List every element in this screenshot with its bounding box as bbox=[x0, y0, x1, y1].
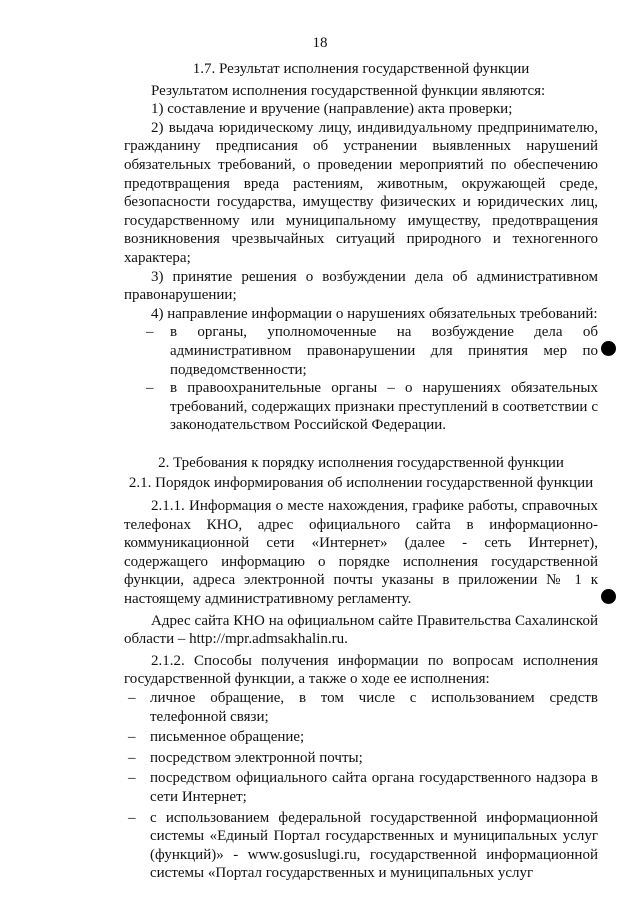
section-heading-1-7: 1.7. Результат исполнения государственной функции bbox=[192, 61, 530, 77]
list-item-text: посредством официального сайта органа государственного надзора в сети Интернет; bbox=[150, 770, 598, 805]
ways-item-2 bbox=[124, 728, 598, 747]
dash-marker: – bbox=[146, 324, 154, 341]
document-body bbox=[124, 60, 598, 883]
paragraph-site-address: Адрес сайта КНО на официальном сайте Правительства Сахалинской области – http://mpr.admsakhalin.ru. bbox=[124, 612, 598, 648]
ways-item-4 bbox=[124, 769, 598, 806]
ways-item-1 bbox=[124, 689, 598, 726]
dash-marker: – bbox=[128, 809, 136, 826]
section-heading-2: 2. Требования к порядку исполнения государственной функции bbox=[158, 454, 564, 471]
punch-hole-mark bbox=[601, 341, 616, 356]
dash-marker: – bbox=[128, 729, 136, 746]
list-item-3: 3) принятие решения о возбуждении дела об административном правонарушении; bbox=[124, 268, 598, 304]
list-item-4-sub-1 bbox=[124, 323, 598, 379]
punch-hole-mark bbox=[601, 589, 616, 604]
dash-marker: – bbox=[128, 690, 136, 706]
paragraph-intro: Результатом исполнения государственной функции являются: bbox=[151, 82, 546, 99]
list-item-2: 2) выдача юридическому лицу, индивидуальному предпринимателю, гражданину предписания об устранении выявленных нарушений обязательных требований, о проведении мероприятий по обеспечению предотвращения вреда растениям, животным, окружающей среде, безопасности государства, имуществу физических и юридических лиц, государственному или муниципальному имуществу, предотвращения возникновения чрезвычайных ситуаций природного и техногенного характера; bbox=[124, 119, 598, 266]
ways-item-5 bbox=[124, 809, 598, 883]
list-item-text: в правоохранительные органы – о нарушениях обязательных требований, содержащих признаки преступлений в соответствии с законодательством Российской Федерации. bbox=[170, 380, 598, 434]
paragraph-2-1-1: 2.1.1. Информация о месте нахождения, графике работы, справочных телефонах КНО, адрес официального сайта в информационно-коммуникационной сети «Интернет» (далее - сеть Интернет), содержащего информацию о порядке исполнения государственной функции, адреса электронной почты указаны в приложении № 1 к настоящему административному регламенту. bbox=[124, 498, 598, 608]
list-item-4: 4) направление информации о нарушениях обязательных требований: bbox=[151, 305, 598, 322]
ways-item-3 bbox=[124, 749, 598, 768]
list-item-text: личное обращение, в том числе с использованием средств телефонной связи; bbox=[150, 690, 598, 725]
list-item-text: посредством электронной почты; bbox=[150, 749, 363, 766]
list-item-1: 1) составление и вручение (направление) акта проверки; bbox=[151, 101, 513, 118]
list-item-4-sub-2 bbox=[124, 379, 598, 435]
paragraph-2-1-2: 2.1.2. Способы получения информации по вопросам исполнения государственной функции, а также о ходе ее исполнения: bbox=[124, 652, 598, 688]
list-item-text: в органы, уполномоченные на возбуждение дела об административном правонарушении для принятия мер по подведомственности; bbox=[170, 324, 598, 378]
list-item-text: письменное обращение; bbox=[150, 729, 305, 746]
dash-marker: – bbox=[128, 749, 136, 766]
dash-marker: – bbox=[128, 770, 136, 787]
page-number: 18 bbox=[312, 35, 328, 51]
list-item-text: с использованием федеральной государственной информационной системы «Единый Портал государственных и муниципальных услуг (функций)» - www.gosuslugi.ru, государственной информационной системы «Портал государственных и муниципальных услуг bbox=[150, 809, 598, 882]
dash-marker: – bbox=[146, 380, 154, 397]
section-heading-2-1: 2.1. Порядок информирования об исполнении государственной функции bbox=[128, 475, 594, 492]
